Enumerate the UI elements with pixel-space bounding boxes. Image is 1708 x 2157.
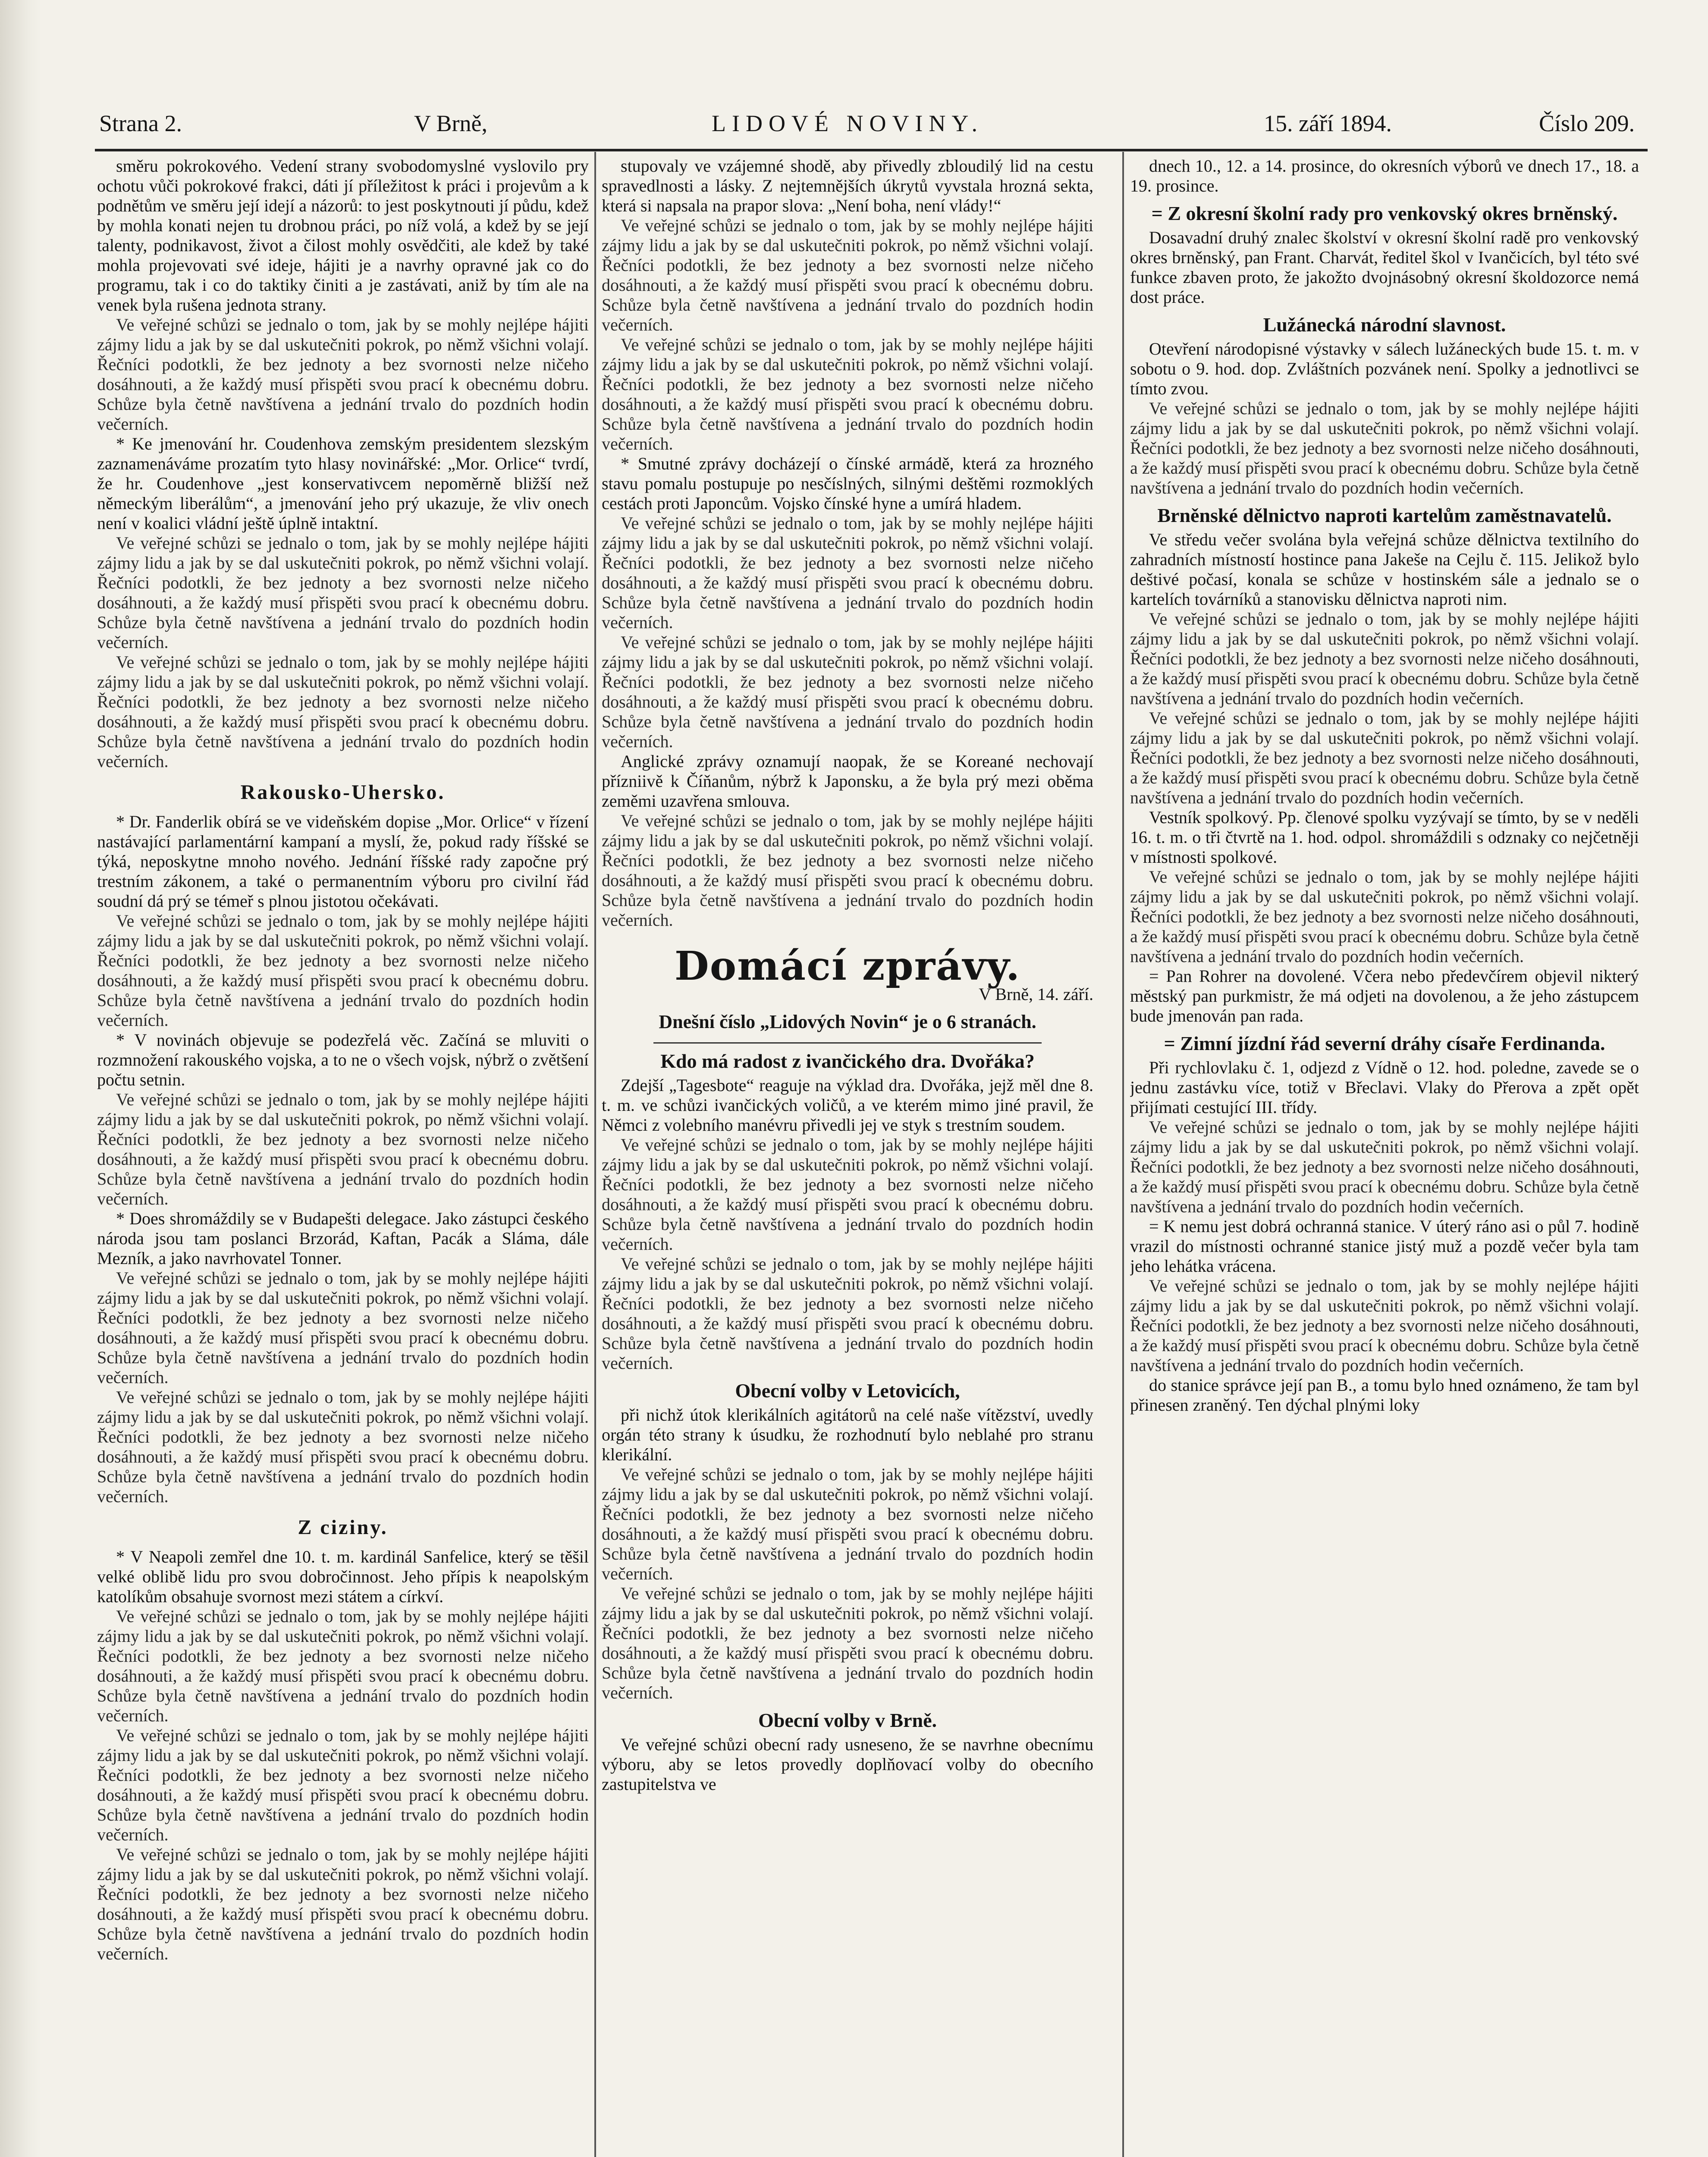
article-paragraph: * Smutné zprávy docházejí o čínské armádě, která za hrozného stavu pomalu postupuje po nesčíslných, silnými deštěmi rozmoklých cestách proti Japoncům. Vojsko čínské hyne a umírá hladem. xyxy=(602,454,1093,513)
article-paragraph: Ve veřejné schůzi se jednalo o tom, jak by se mohly nejlépe hájiti zájmy lidu a jak by se dal uskutečniti pokrok, po němž všichni volají. Řečníci podotkli, že bez jednoty a bez svornosti nelze ničeho dosáhnouti, a že každý musí přispěti svou prací k obecnému dobru. Schůze byla četně navštívena a jednání trvalo do pozdních hodin večerních. xyxy=(97,1268,589,1387)
article-paragraph: stupovaly ve vzájemné shodě, aby přivedly zbloudilý lid na cestu spravedlnosti a lásky. Z nejtemnějších úkrytů vyvstala hrozná sekta, která si napsala na prapor slova: „Není boha, není vlády!“ xyxy=(602,156,1093,215)
article-paragraph: Otevření národopisné výstavky v sálech lužáneckých bude 15. t. m. v sobotu o 9. hod. dop. Zvláštních pozvánek není. Spolky a jednotlivci se tímto zvou. xyxy=(1130,339,1639,398)
article-paragraph: * Dr. Fanderlik obírá se ve videňském dopise „Mor. Orlice“ v řízení nastávající parlamentární kampaní a myslí, že, pokud rady říšské se týká, neposkytne mnoho nového. Jednání říšské rady započne prý trestním zákonem, a také o permanentním výboru pro civilní řád soudní dá prý se témeř s plnou jistotou očekávati. xyxy=(97,812,589,911)
column-rule-2 xyxy=(1122,152,1124,2157)
article-heading: Lužánecká národní slavnost. xyxy=(1263,314,1506,336)
article-paragraph: Ve veřejné schůzi se jednalo o tom, jak by se mohly nejlépe hájiti zájmy lidu a jak by se dal uskutečniti pokrok, po němž všichni volají. Řečníci podotkli, že bez jednoty a bez svornosti nelze ničeho dosáhnouti, a že každý musí přispěti svou prací k obecnému dobru. Schůze byla četně navštívena a jednání trvalo do pozdních hodin večerních. xyxy=(602,335,1093,453)
article-paragraph: při nichž útok klerikálních agitátorů na celé naše vítězství, uvedly orgán této strany k úsudku, že rozhodnutí bylo neblahé pro stranu klerikální. xyxy=(602,1405,1093,1464)
article-paragraph: Ve veřejné schůzi se jednalo o tom, jak by se mohly nejlépe hájiti zájmy lidu a jak by se dal uskutečniti pokrok, po němž všichni volají. Řečníci podotkli, že bez jednoty a bez svornosti nelze ničeho dosáhnouti, a že každý musí přispěti svou prací k obecnému dobru. Schůze byla četně navštívena a jednání trvalo do pozdních hodin večerních. xyxy=(97,315,589,434)
article-paragraph: Ve středu večer svolána byla veřejná schůze dělnictva textilního do zahradních místností hostince pana Jakeše na Cejlu č. 115. Jelikož bylo deštivé počasí, konala se schůze v hostinském sále a jednalo se o kartelích továrníků a stanovisku dělnictva naproti nim. xyxy=(1130,530,1639,609)
article-paragraph: Ve veřejné schůzi se jednalo o tom, jak by se mohly nejlépe hájiti zájmy lidu a jak by se dal uskutečniti pokrok, po němž všichni volají. Řečníci podotkli, že bez jednoty a bez svornosti nelze ničeho dosáhnouti, a že každý musí přispěti svou prací k obecnému dobru. Schůze byla četně navštívena a jednání trvalo do pozdních hodin večerních. xyxy=(602,513,1093,632)
section-masthead: Domácí zprávy. xyxy=(674,943,1021,989)
article-paragraph: směru pokrokového. Vedení strany svobodomyslné vyslovilo pry ochotu vůči pokrokové frakci, dáti jí příležitost k práci i projevům a k podnětům ve směru její idejí a názorů: to jest poskytnouti jí půdu, kdež by mohla konati nejen tu drobnou práci, po níž volá, a kdež by se její talenty, podnikavost, život a čilost mohly osvědčiti, ale kdež by také mohla projevovati své ideje, hájiti je a navrhy opravné jak co do programu, tak i co do taktiky činiti a je zastávati, aniž by tím ale na venek byla rušena jednota strany. xyxy=(97,156,589,314)
article-paragraph: = K nemu jest dobrá ochranná stanice. V úterý ráno asi o půl 7. hodině vrazil do místnosti ochranné stanice jistý muž a pozdě večer byla tam jeho lehátka vrácena. xyxy=(1130,1217,1639,1276)
divider xyxy=(653,1042,1042,1044)
column-3 xyxy=(1130,156,1639,2157)
article-paragraph: Ve veřejné schůzi se jednalo o tom, jak by se mohly nejlépe hájiti zájmy lidu a jak by se dal uskutečniti pokrok, po němž všichni volají. Řečníci podotkli, že bez jednoty a bez svornosti nelze ničeho dosáhnouti, a že každý musí přispěti svou prací k obecnému dobru. Schůze byla četně navštívena a jednání trvalo do pozdních hodin večerních. xyxy=(1130,609,1639,708)
article-paragraph: Ve veřejné schůzi se jednalo o tom, jak by se mohly nejlépe hájiti zájmy lidu a jak by se dal uskutečniti pokrok, po němž všichni volají. Řečníci podotkli, že bez jednoty a bez svornosti nelze ničeho dosáhnouti, a že každý musí přispěti svou prací k obecnému dobru. Schůze byla četně navštívena a jednání trvalo do pozdních hodin večerních. xyxy=(602,632,1093,751)
article-paragraph: Ve veřejné schůzi se jednalo o tom, jak by se mohly nejlépe hájiti zájmy lidu a jak by se dal uskutečniti pokrok, po němž všichni volají. Řečníci podotkli, že bez jednoty a bez svornosti nelze ničeho dosáhnouti, a že každý musí přispěti svou prací k obecnému dobru. Schůze byla četně navštívena a jednání trvalo do pozdních hodin večerních. xyxy=(97,1607,589,1725)
article-paragraph: Ve veřejné schůzi se jednalo o tom, jak by se mohly nejlépe hájiti zájmy lidu a jak by se dal uskutečniti pokrok, po němž všichni volají. Řečníci podotkli, že bez jednoty a bez svornosti nelze ničeho dosáhnouti, a že každý musí přispěti svou prací k obecnému dobru. Schůze byla četně navštívena a jednání trvalo do pozdních hodin večerních. xyxy=(97,652,589,771)
article-paragraph: * Ke jmenování hr. Coudenhova zemským presidentem slezským zaznamenáváme prozatím tyto hlasy novinářské: „Mor. Orlice“ tvrdí, že hr. Coudenhove „jest konservativcem nepoměrně bližší než německým liberálům“, a jmenování jeho prý ukazuje, že vliv onech není v koalici vládní ještě úplně intaktní. xyxy=(97,434,589,533)
article-paragraph: Dosavadní druhý znalec školství v okresní školní radě pro venkovský okres brněnský, pan Frant. Charvát, ředitel škol v Ivančicích, byl této své funkce zbaven proto, že jakožto dvojnásobný okresní školdozorce nemá dost práce. xyxy=(1130,228,1639,307)
article-heading: = Z okresní školní rady pro venkovský okres brněnský. xyxy=(1151,202,1618,224)
section-heading: Rakousko-Uhersko. xyxy=(240,781,446,804)
article-paragraph: Ve veřejné schůzi se jednalo o tom, jak by se mohly nejlépe hájiti zájmy lidu a jak by se dal uskutečniti pokrok, po němž všichni volají. Řečníci podotkli, že bez jednoty a bez svornosti nelze ničeho dosáhnouti, a že každý musí přispěti svou prací k obecnému dobru. Schůze byla četně navštívena a jednání trvalo do pozdních hodin večerních. xyxy=(602,811,1093,930)
article-paragraph: * V Neapoli zemřel dne 10. t. m. kardinál Sanfelice, který se těšil velké oblibě lidu pro svou dobročinnost. Jeho přípis k neapolským katolíkům obsahuje svornost mezi státem a církví. xyxy=(97,1547,589,1606)
issue-notice: Dnešní číslo „Lidových Novin“ je o 6 stranách. xyxy=(659,1011,1036,1032)
article-paragraph: Vestník spolkový. Pp. členové spolku vyzývají se tímto, by se v neděli 16. t. m. o tři čtvrtě na 1. hod. odpol. shromáždili s odznaky co nejčetněji v místnosti spolkové. xyxy=(1130,808,1639,867)
article-paragraph: Anglické zprávy oznamují naopak, že se Koreané nechovají přízniivě k Číňanům, nýbrž k Japonsku, a že byla prý mezi oběma zeměmi uzavřena smlouva. xyxy=(602,751,1093,811)
article-paragraph: = Pan Rohrer na dovolené. Včera nebo předevčírem objevil nikterý městský pan purkmistr, že má odjeti na dovolenou, a že jeho zástupcem bude jmenován pan rada. xyxy=(1130,966,1639,1025)
article-paragraph: Zdejší „Tagesbote“ reaguje na výklad dra. Dvořáka, jejž měl dne 8. t. m. ve schůzi ivančických voličů, a ve kterém mimo jiné pravil, že Němci z volebního manévru přivedli jej ve styk s trestním soudem. xyxy=(602,1075,1093,1135)
column-rule-1 xyxy=(594,152,596,2157)
article-paragraph: Při rychlovlaku č. 1, odjezd z Vídně o 12. hod. poledne, zavede se o jednu zastávku více, totiž v Břeclavi. Vlaky do Přerova a zpět opět přijímati cestující III. třídy. xyxy=(1130,1058,1639,1117)
article-paragraph: Ve veřejné schůzi se jednalo o tom, jak by se mohly nejlépe hájiti zájmy lidu a jak by se dal uskutečniti pokrok, po němž všichni volají. Řečníci podotkli, že bez jednoty a bez svornosti nelze ničeho dosáhnouti, a že každý musí přispěti svou prací k obecnému dobru. Schůze byla četně navštívena a jednání trvalo do pozdních hodin večerních. xyxy=(1130,867,1639,966)
article-paragraph: Ve veřejné schůzi se jednalo o tom, jak by se mohly nejlépe hájiti zájmy lidu a jak by se dal uskutečniti pokrok, po němž všichni volají. Řečníci podotkli, že bez jednoty a bez svornosti nelze ničeho dosáhnouti, a že každý musí přispěti svou prací k obecnému dobru. Schůze byla četně navštívena a jednání trvalo do pozdních hodin večerních. xyxy=(97,1845,589,1963)
header-rule xyxy=(95,149,1648,151)
article-paragraph: dnech 10., 12. a 14. prosince, do okresních výborů ve dnech 17., 18. a 19. prosince. xyxy=(1130,156,1639,195)
article-paragraph: Ve veřejné schůzi se jednalo o tom, jak by se mohly nejlépe hájiti zájmy lidu a jak by se dal uskutečniti pokrok, po němž všichni volají. Řečníci podotkli, že bez jednoty a bez svornosti nelze ničeho dosáhnouti, a že každý musí přispěti svou prací k obecnému dobru. Schůze byla četně navštívena a jednání trvalo do pozdních hodin večerních. xyxy=(1130,1276,1639,1375)
article-heading: = Zimní jízdní řád severní dráhy císaře Ferdinanda. xyxy=(1164,1032,1605,1054)
newspaper-title: LIDOVÉ NOVINY. xyxy=(712,110,983,136)
issue-date: 15. září 1894. xyxy=(1264,110,1392,136)
dateline: V Brně, 14. září. xyxy=(979,984,1093,1004)
page-number: Strana 2. xyxy=(99,110,182,136)
article-heading: Obecní volby v Letovicích, xyxy=(735,1380,960,1402)
article-paragraph: * Does shromáždily se v Budapešti delegace. Jako zástupci českého národa jsou tam poslanci Brzorád, Kaftan, Pacák a Sláma, dále Mezník, a jako navrhovatel Tonner. xyxy=(97,1209,589,1268)
scan-edge-shadow xyxy=(0,0,41,2157)
article-paragraph: Ve veřejné schůzi se jednalo o tom, jak by se mohly nejlépe hájiti zájmy lidu a jak by se dal uskutečniti pokrok, po němž všichni volají. Řečníci podotkli, že bez jednoty a bez svornosti nelze ničeho dosáhnouti, a že každý musí přispěti svou prací k obecnému dobru. Schůze byla četně navštívena a jednání trvalo do pozdních hodin večerních. xyxy=(602,1135,1093,1254)
article-paragraph: Ve veřejné schůzi se jednalo o tom, jak by se mohly nejlépe hájiti zájmy lidu a jak by se dal uskutečniti pokrok, po němž všichni volají. Řečníci podotkli, že bez jednoty a bez svornosti nelze ničeho dosáhnouti, a že každý musí přispěti svou prací k obecnému dobru. Schůze byla četně navštívena a jednání trvalo do pozdních hodin večerních. xyxy=(1130,708,1639,807)
issue-number: Číslo 209. xyxy=(1538,110,1635,136)
article-paragraph: Ve veřejné schůzi se jednalo o tom, jak by se mohly nejlépe hájiti zájmy lidu a jak by se dal uskutečniti pokrok, po němž všichni volají. Řečníci podotkli, že bez jednoty a bez svornosti nelze ničeho dosáhnouti, a že každý musí přispěti svou prací k obecnému dobru. Schůze byla četně navštívena a jednání trvalo do pozdních hodin večerních. xyxy=(602,1465,1093,1583)
article-paragraph: Ve veřejné schůzi se jednalo o tom, jak by se mohly nejlépe hájiti zájmy lidu a jak by se dal uskutečniti pokrok, po němž všichni volají. Řečníci podotkli, že bez jednoty a bez svornosti nelze ničeho dosáhnouti, a že každý musí přispěti svou prací k obecnému dobru. Schůze byla četně navštívena a jednání trvalo do pozdních hodin večerních. xyxy=(97,533,589,652)
article-paragraph: Ve veřejné schůzi se jednalo o tom, jak by se mohly nejlépe hájiti zájmy lidu a jak by se dal uskutečniti pokrok, po němž všichni volají. Řečníci podotkli, že bez jednoty a bez svornosti nelze ničeho dosáhnouti, a že každý musí přispěti svou prací k obecnému dobru. Schůze byla četně navštívena a jednání trvalo do pozdních hodin večerních. xyxy=(97,1090,589,1208)
section-heading: Z ciziny. xyxy=(298,1516,388,1539)
article-heading: Brněnské dělnictvo naproti kartelům zaměstnavatelů. xyxy=(1157,504,1612,526)
article-paragraph: do stanice správce její pan B., a tomu bylo hned oznámeno, že tam byl přinesen zraněný. Ten dýchal plnými loky xyxy=(1130,1375,1639,1415)
article-paragraph: Ve veřejné schůzi se jednalo o tom, jak by se mohly nejlépe hájiti zájmy lidu a jak by se dal uskutečniti pokrok, po němž všichni volají. Řečníci podotkli, že bez jednoty a bez svornosti nelze ničeho dosáhnouti, a že každý musí přispěti svou prací k obecnému dobru. Schůze byla četně navštívena a jednání trvalo do pozdních hodin večerních. xyxy=(602,1254,1093,1373)
article-paragraph: Ve veřejné schůzi se jednalo o tom, jak by se mohly nejlépe hájiti zájmy lidu a jak by se dal uskutečniti pokrok, po němž všichni volají. Řečníci podotkli, že bez jednoty a bez svornosti nelze ničeho dosáhnouti, a že každý musí přispěti svou prací k obecnému dobru. Schůze byla četně navštívena a jednání trvalo do pozdních hodin večerních. xyxy=(602,216,1093,334)
dateline-city: V Brně, xyxy=(414,110,487,136)
article-heading: Kdo má radost z ivančického dra. Dvořáka? xyxy=(660,1050,1035,1072)
column-1 xyxy=(97,156,589,2157)
article-paragraph: Ve veřejné schůzi se jednalo o tom, jak by se mohly nejlépe hájiti zájmy lidu a jak by se dal uskutečniti pokrok, po němž všichni volají. Řečníci podotkli, že bez jednoty a bez svornosti nelze ničeho dosáhnouti, a že každý musí přispěti svou prací k obecnému dobru. Schůze byla četně navštívena a jednání trvalo do pozdních hodin večerních. xyxy=(602,1584,1093,1702)
article-paragraph: Ve veřejné schůzi se jednalo o tom, jak by se mohly nejlépe hájiti zájmy lidu a jak by se dal uskutečniti pokrok, po němž všichni volají. Řečníci podotkli, že bez jednoty a bez svornosti nelze ničeho dosáhnouti, a že každý musí přispěti svou prací k obecnému dobru. Schůze byla četně navštívena a jednání trvalo do pozdních hodin večerních. xyxy=(1130,399,1639,497)
article-paragraph: Ve veřejné schůzi se jednalo o tom, jak by se mohly nejlépe hájiti zájmy lidu a jak by se dal uskutečniti pokrok, po němž všichni volají. Řečníci podotkli, že bez jednoty a bez svornosti nelze ničeho dosáhnouti, a že každý musí přispěti svou prací k obecnému dobru. Schůze byla četně navštívena a jednání trvalo do pozdních hodin večerních. xyxy=(97,1387,589,1506)
article-paragraph: Ve veřejné schůzi se jednalo o tom, jak by se mohly nejlépe hájiti zájmy lidu a jak by se dal uskutečniti pokrok, po němž všichni volají. Řečníci podotkli, že bez jednoty a bez svornosti nelze ničeho dosáhnouti, a že každý musí přispěti svou prací k obecnému dobru. Schůze byla četně navštívena a jednání trvalo do pozdních hodin večerních. xyxy=(97,1726,589,1844)
article-paragraph: Ve veřejné schůzi se jednalo o tom, jak by se mohly nejlépe hájiti zájmy lidu a jak by se dal uskutečniti pokrok, po němž všichni volají. Řečníci podotkli, že bez jednoty a bez svornosti nelze ničeho dosáhnouti, a že každý musí přispěti svou prací k obecnému dobru. Schůze byla četně navštívena a jednání trvalo do pozdních hodin večerních. xyxy=(97,911,589,1030)
article-paragraph: * V novinách objevuje se podezřelá věc. Začíná se mluviti o rozmnožení rakouského vojska, a to ne o všech vojsk, nýbrž o zvětšení počtu setnin. xyxy=(97,1030,589,1089)
article-paragraph: Ve veřejné schůzi obecní rady usneseno, že se navrhne obecnímu výboru, aby se letos provedly doplňovací volby do obecního zastupitelstva ve xyxy=(602,1735,1093,1794)
column-2 xyxy=(602,156,1093,2157)
page-header xyxy=(99,110,1635,149)
article-paragraph: Ve veřejné schůzi se jednalo o tom, jak by se mohly nejlépe hájiti zájmy lidu a jak by se dal uskutečniti pokrok, po němž všichni volají. Řečníci podotkli, že bez jednoty a bez svornosti nelze ničeho dosáhnouti, a že každý musí přispěti svou prací k obecnému dobru. Schůze byla četně navštívena a jednání trvalo do pozdních hodin večerních. xyxy=(1130,1117,1639,1216)
article-heading: Obecní volby v Brně. xyxy=(758,1709,937,1731)
